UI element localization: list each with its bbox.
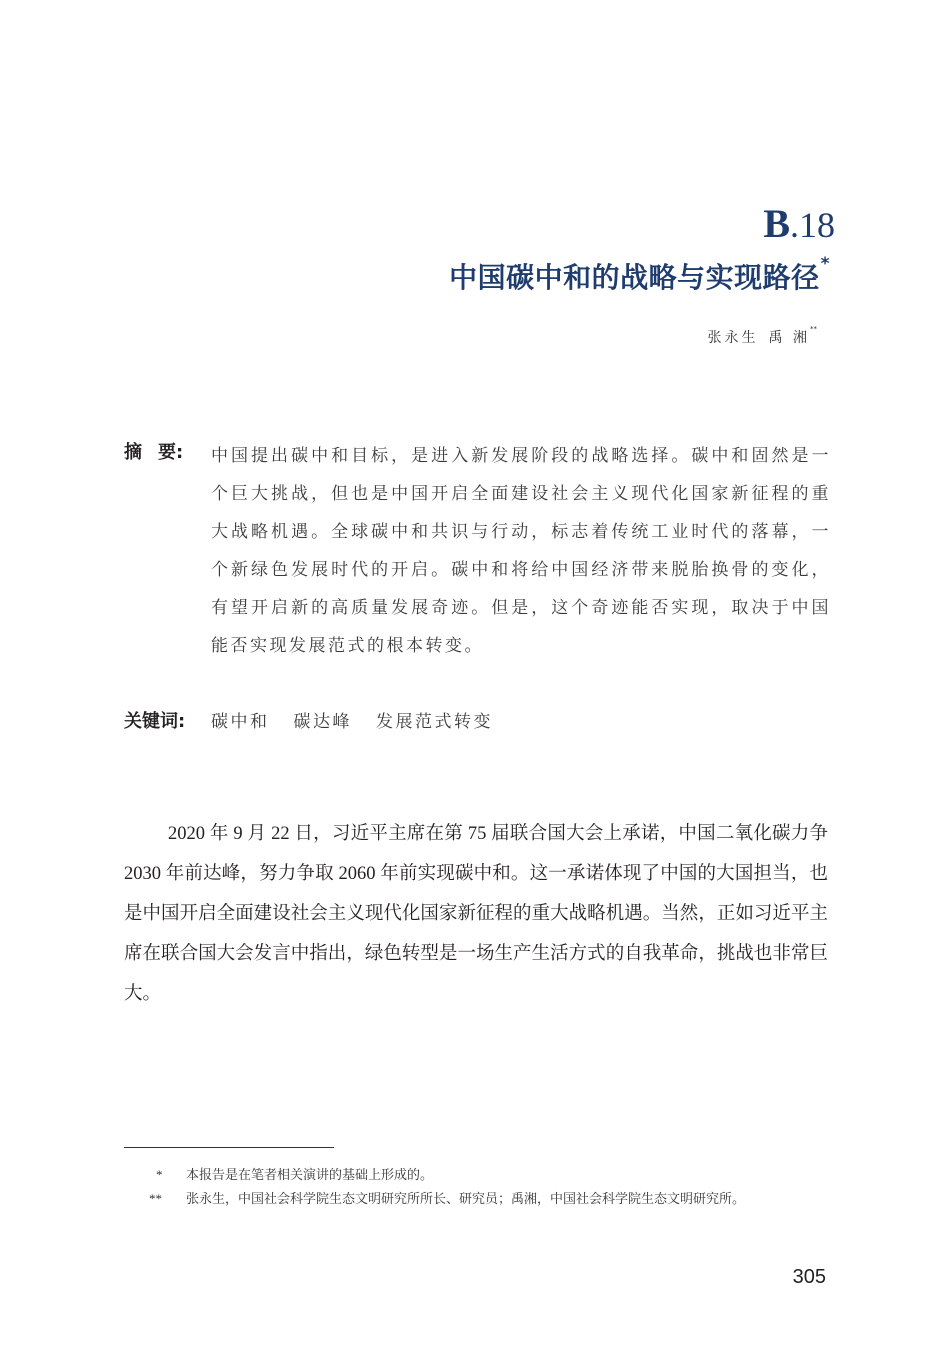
keywords-list: [211, 707, 493, 732]
chapter-digits: .18: [790, 205, 835, 245]
author-2: 禹 湘: [768, 330, 810, 346]
body-paragraph: 2020 年 9 月 22 日，习近平主席在第 75 届联合国大会上承诺，中国二氧化碳力争 2030 年前达峰，努力争取 2060 年前实现碳中和。这一承诺体现了中国的大国担当，也是中国开启全面建设社会主义现代化国家新征程的重大战略机遇。当然，正如习近平主席在联合国大会发言中指出，绿色转型是一场生产生活方式的自我革命，挑战也非常巨大。: [124, 824, 828, 1004]
footnote-2-mark: **: [149, 1191, 162, 1206]
footnote-1-text: 本报告是在笔者相关演讲的基础上形成的。: [186, 1167, 434, 1182]
page-number: 305: [792, 1266, 826, 1288]
title-text: 中国碳中和的战略与实现路径: [449, 261, 820, 294]
footnote-2-text: 张永生，中国社会科学院生态文明研究所所长、研究员；禹湘，中国社会科学院生态文明研究所。: [186, 1191, 746, 1206]
title-footnote-mark: *: [820, 254, 830, 274]
keyword: 碳中和: [211, 712, 270, 732]
keyword: 碳达峰: [293, 712, 352, 732]
page-title: [449, 256, 830, 296]
authors-footnote-mark: **: [810, 325, 817, 333]
keywords-label: 关键词:: [124, 711, 186, 732]
chapter-number: [763, 200, 835, 247]
keyword: 发展范式转变: [376, 712, 493, 732]
abstract-label: 摘 要:: [124, 442, 184, 463]
chapter-prefix: B: [763, 201, 790, 246]
author-1: 张永生: [707, 330, 759, 346]
footnote-1-mark: *: [156, 1167, 163, 1182]
authors: [708, 327, 817, 347]
abstract-text: 中国提出碳中和目标，是进入新发展阶段的战略选择。碳中和固然是一个巨大挑战，但也是中国开启全面建设社会主义现代化国家新征程的重大战略机遇。全球碳中和共识与行动，标志着传统工业时代的落幕，一个新绿色发展时代的开启。碳中和将给中国经济带来脱胎换骨的变化，有望开启新的高质量发展奇迹。但是，这个奇迹能否实现，取决于中国能否实现发展范式的根本转变。: [211, 446, 831, 656]
footnote-divider: [124, 1147, 334, 1148]
